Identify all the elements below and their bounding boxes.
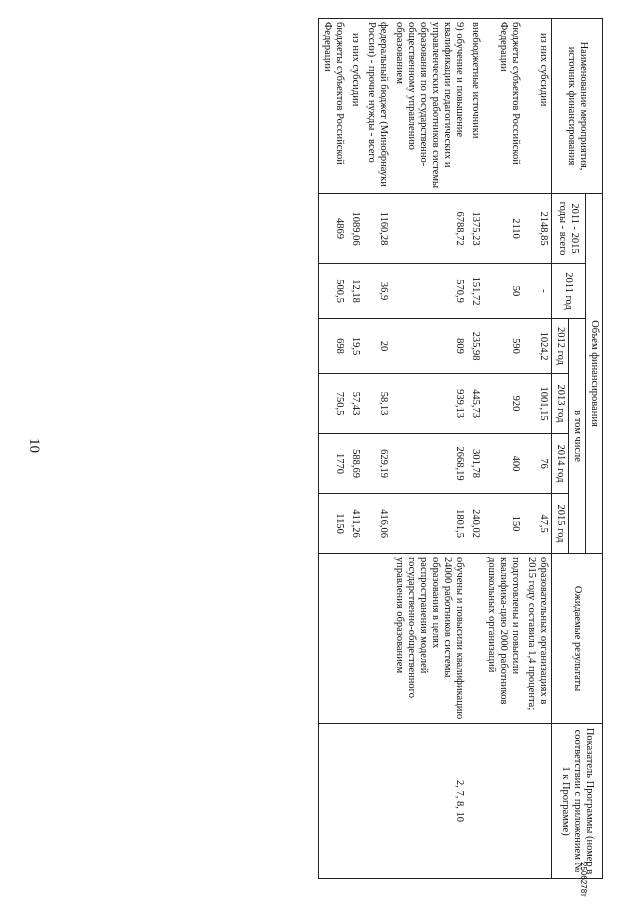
cell-y2011: 570,9	[391, 264, 467, 319]
cell-y2012: 809	[391, 319, 467, 374]
table-row	[347, 19, 363, 879]
cell-y2013: 57,43	[347, 374, 363, 434]
cell-y2012: 590	[483, 319, 523, 374]
cell-indicator	[363, 724, 391, 879]
page-number: 10	[26, 438, 42, 453]
cell-y2015: 416,06	[363, 494, 391, 554]
cell-result	[363, 554, 391, 724]
cell-y2014: 629,19	[363, 434, 391, 494]
cell-result	[467, 554, 483, 724]
cell-y2012: 235,98	[467, 319, 483, 374]
cell-y2015: 150	[483, 494, 523, 554]
header-name: Наименование мероприятия, источник финансирования	[552, 19, 603, 194]
cell-y2014: 76	[523, 434, 552, 494]
table-row	[483, 19, 523, 879]
table-row	[319, 19, 348, 879]
cell-y2014: 588,69	[347, 434, 363, 494]
cell-y2011: 36,9	[363, 264, 391, 319]
rotated-table-container	[73, 18, 603, 878]
cell-name: бюджеты субъектов Российской Федерации	[483, 19, 523, 194]
cell-y2011: 12,18	[347, 264, 363, 319]
cell-y2015: 1150	[319, 494, 348, 554]
cell-y2014: 1770	[319, 434, 348, 494]
cell-y2012: 20	[363, 319, 391, 374]
cell-name: из них субсидии	[347, 19, 363, 194]
cell-total: 1375,23	[467, 194, 483, 264]
header-results: Ожидаемые результаты	[552, 554, 603, 724]
cell-y2011: -	[523, 264, 552, 319]
cell-y2013: 750,5	[319, 374, 348, 434]
header-2015: 2015 год	[552, 494, 569, 554]
cell-indicator	[319, 724, 348, 879]
cell-y2013: 445,73	[467, 374, 483, 434]
cell-y2011: 50	[483, 264, 523, 319]
cell-total: 1089,06	[347, 194, 363, 264]
cell-indicator	[483, 724, 523, 879]
cell-y2015: 1801,5	[391, 494, 467, 554]
header-total: 2011 - 2015 годы - всего	[552, 194, 586, 264]
cell-total: 6788,72	[391, 194, 467, 264]
cell-y2012: 19,5	[347, 319, 363, 374]
cell-result: обучены и повысили квалификацию 24000 работников системы образования в целях распространения моделей государственно-общественного управления образованием	[391, 554, 467, 724]
funding-table	[318, 18, 603, 879]
cell-total: 2110	[483, 194, 523, 264]
header-2013: 2013 год	[552, 374, 569, 434]
cell-indicator: 2, 7, 8, 10	[391, 724, 467, 879]
cell-y2013: 58,13	[363, 374, 391, 434]
header-2014: 2014 год	[552, 434, 569, 494]
cell-indicator	[347, 724, 363, 879]
cell-result: подготовлены и повысили квалифика-цию 2000 работников дошкольных организаций	[483, 554, 523, 724]
cell-name: внебюджетные источники	[467, 19, 483, 194]
table-row	[523, 19, 552, 879]
cell-y2014: 301,78	[467, 434, 483, 494]
cell-y2013: 920	[483, 374, 523, 434]
cell-y2015: 411,26	[347, 494, 363, 554]
cell-indicator	[523, 724, 552, 879]
cell-y2012: 1024,2	[523, 319, 552, 374]
cell-total: 2148,85	[523, 194, 552, 264]
cell-y2015: 47,5	[523, 494, 552, 554]
cell-name: федеральный бюджет (Минобрнауки России) - прочие нужды - всего	[363, 19, 391, 194]
cell-total: 4869	[319, 194, 348, 264]
cell-name: из них субсидии	[523, 19, 552, 194]
header-indicator: Показатель Программы (номер в соответствии с приложением № 1 к Программе)	[552, 724, 603, 879]
cell-y2012: 698	[319, 319, 348, 374]
header-incl: в том числе	[569, 319, 586, 554]
header-funding: Объем финансирования	[586, 194, 603, 554]
header-2011: 2011 год	[552, 264, 586, 319]
cell-y2011: 151,72	[467, 264, 483, 319]
header-2012: 2012 год	[552, 319, 569, 374]
table-row	[363, 19, 391, 879]
cell-y2013: 939,13	[391, 374, 467, 434]
cell-total: 1160,28	[363, 194, 391, 264]
cell-y2011: 500,5	[319, 264, 348, 319]
document-id: 2506278т	[579, 862, 588, 897]
cell-y2013: 1001,15	[523, 374, 552, 434]
cell-y2014: 400	[483, 434, 523, 494]
table-row	[391, 19, 467, 879]
cell-name: бюджеты субъектов Российской Федерации	[319, 19, 348, 194]
cell-y2015: 240,02	[467, 494, 483, 554]
cell-indicator	[467, 724, 483, 879]
cell-result	[319, 554, 348, 724]
cell-y2014: 2668,19	[391, 434, 467, 494]
cell-result	[347, 554, 363, 724]
cell-name: 9) обучение и повышение квалификации педагогических и управленческих работников системы образования по государственно-общественному управлению образованием	[391, 19, 467, 194]
cell-result: образовательных организациях в 2015 году составила 1,4 процента;	[523, 554, 552, 724]
table-row	[467, 19, 483, 879]
